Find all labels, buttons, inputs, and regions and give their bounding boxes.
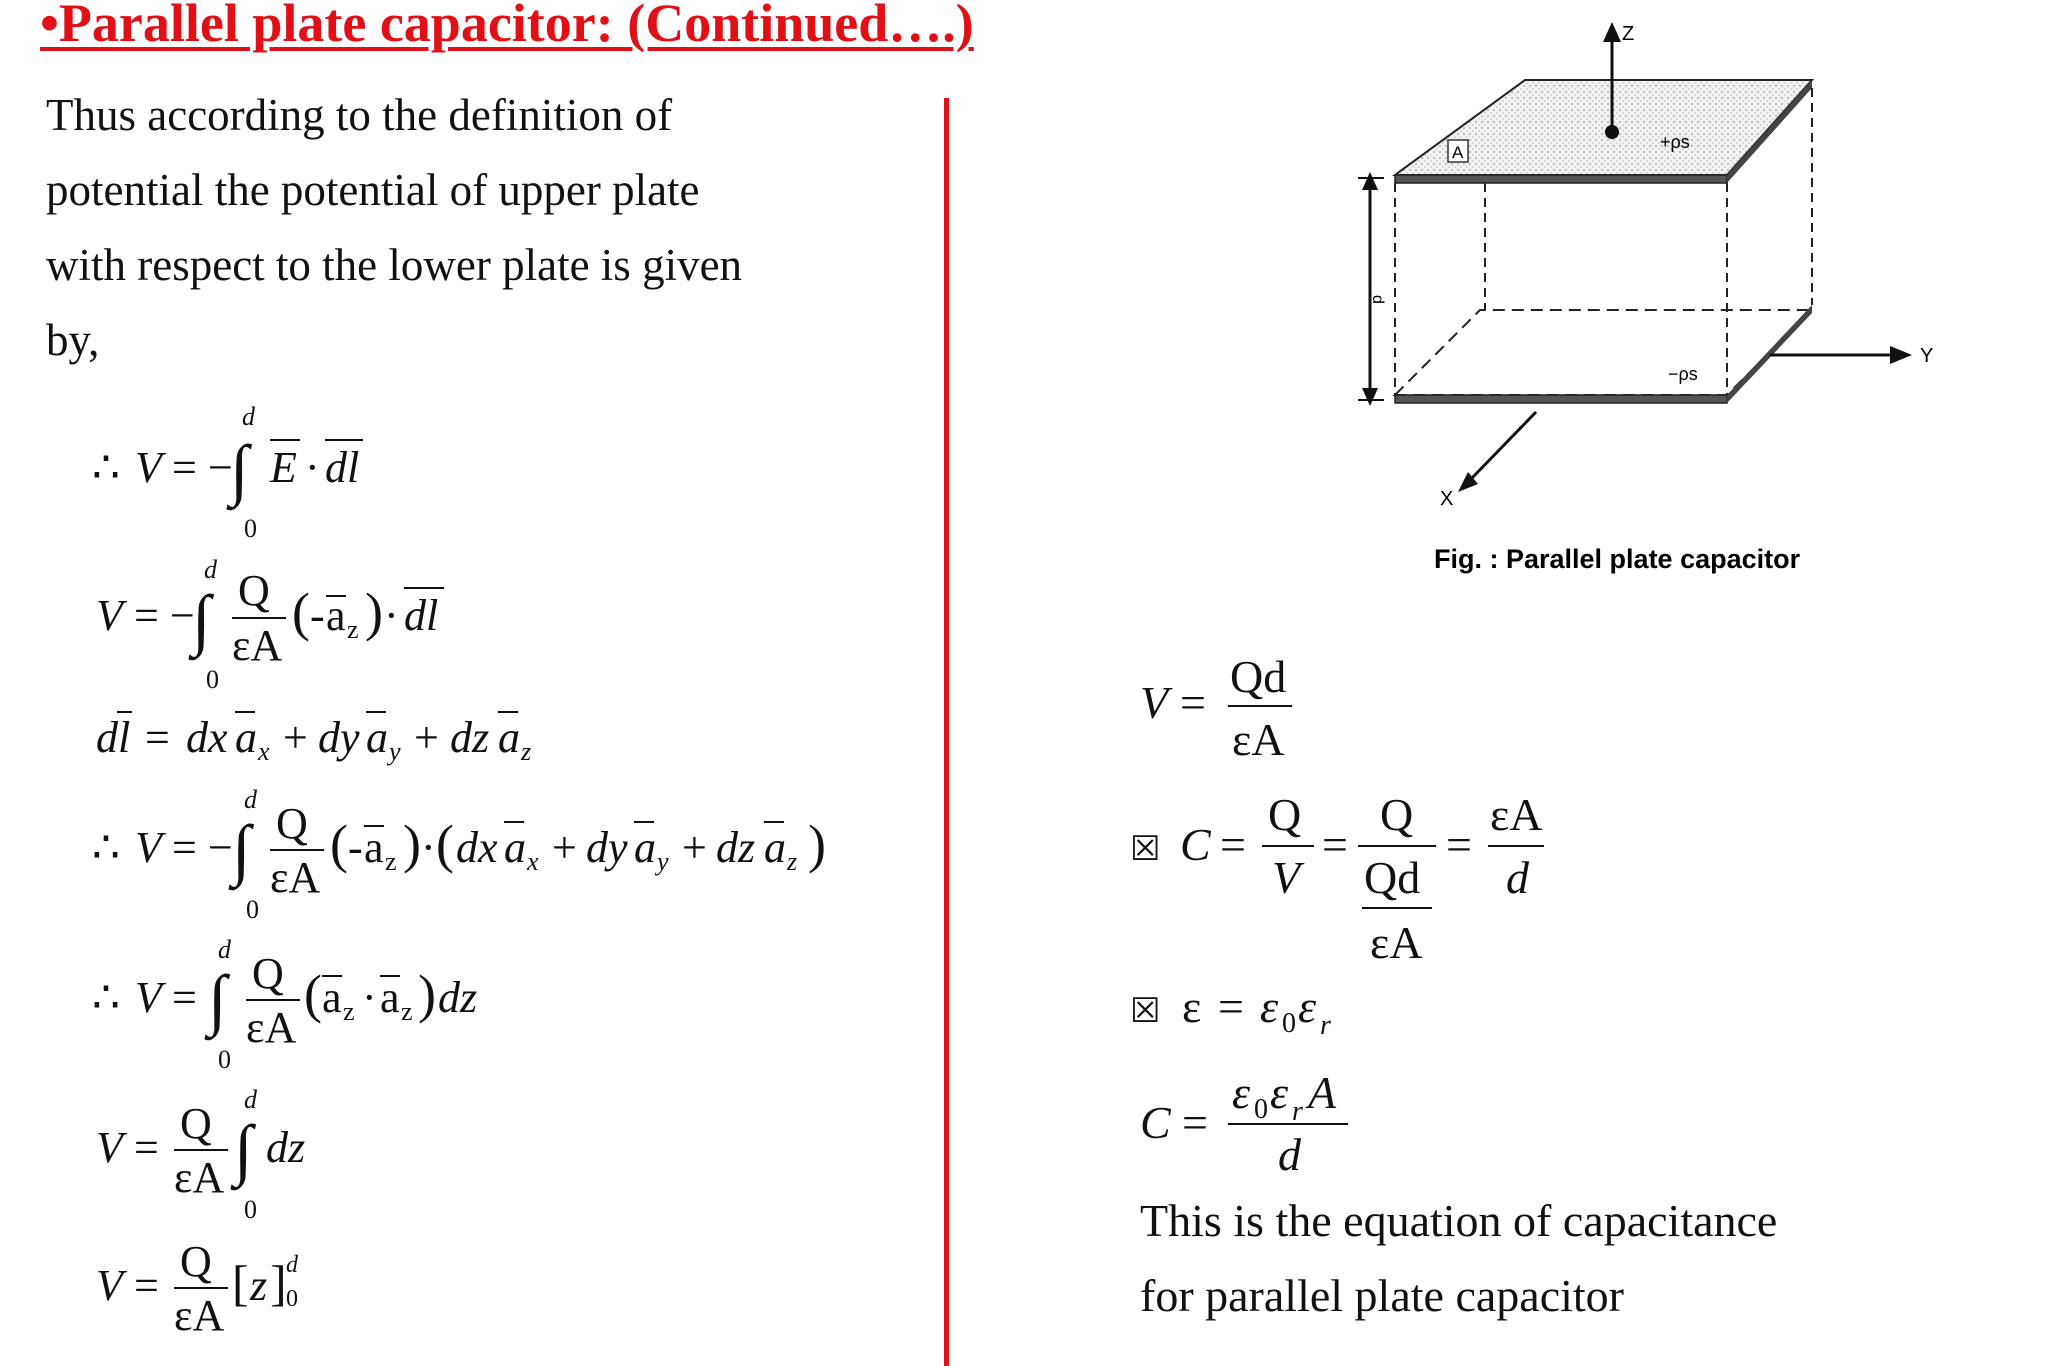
- svg-text:E: E: [270, 443, 297, 492]
- svg-text:): ): [418, 964, 436, 1024]
- svg-text:∫: ∫: [230, 431, 249, 507]
- svg-text:−: −: [208, 823, 233, 872]
- equation-permittivity: [1130, 981, 1331, 1041]
- svg-text:∴: ∴: [92, 443, 120, 492]
- svg-text:0: 0: [244, 514, 257, 543]
- svg-text:=: =: [134, 1123, 159, 1172]
- equation-capacitance-derivation: [1130, 789, 1544, 968]
- svg-text:=: =: [1180, 677, 1206, 728]
- svg-text:∫: ∫: [234, 1111, 253, 1187]
- svg-text:0: 0: [244, 1195, 257, 1224]
- svg-text:z: z: [401, 997, 413, 1026]
- svg-text:z: z: [343, 997, 355, 1026]
- svg-text:∫: ∫: [192, 581, 211, 657]
- svg-text:−: −: [170, 591, 195, 640]
- svg-text:r: r: [1320, 1010, 1331, 1041]
- svg-text:V: V: [96, 1123, 123, 1172]
- svg-text:0: 0: [1254, 1094, 1268, 1125]
- svg-text:Qd: Qd: [1230, 651, 1287, 702]
- svg-text:Q: Q: [238, 566, 270, 615]
- svg-text:☒: ☒: [1130, 831, 1161, 868]
- conclusion-paragraph: [1140, 1183, 2020, 1333]
- svg-text:=: =: [1218, 981, 1244, 1032]
- figure-caption: Fig. : Parallel plate capacitor: [1434, 544, 1801, 574]
- svg-text:a: a: [366, 713, 388, 762]
- svg-text:(: (: [436, 814, 454, 874]
- z-axis-label: Z: [1622, 23, 1635, 45]
- svg-text:☒: ☒: [1130, 993, 1161, 1030]
- svg-text:V: V: [135, 973, 162, 1022]
- svg-text:a: a: [326, 591, 346, 640]
- svg-text:+: +: [414, 713, 439, 762]
- svg-text:εA: εA: [1370, 917, 1423, 968]
- negative-charge-label: −ρs: [1668, 364, 1698, 384]
- svg-text:+: +: [682, 823, 707, 872]
- svg-text:Q: Q: [252, 949, 284, 998]
- svg-text:-: -: [310, 591, 325, 640]
- svg-text:V: V: [1272, 852, 1301, 903]
- svg-text:dz: dz: [450, 713, 490, 762]
- svg-text:d: d: [244, 1085, 257, 1114]
- conclusion-line: This is the equation of capacitance: [1140, 1195, 1778, 1246]
- svg-text:ε: ε: [1270, 1067, 1289, 1118]
- svg-text:0: 0: [206, 665, 219, 694]
- svg-text:·: ·: [384, 591, 399, 640]
- svg-text:a: a: [634, 823, 656, 872]
- svg-text:d: d: [1278, 1129, 1301, 1180]
- svg-text:Q: Q: [276, 799, 308, 848]
- svg-text:Q: Q: [1268, 789, 1302, 840]
- svg-text:ε: ε: [1298, 981, 1317, 1032]
- svg-text:dx: dx: [456, 823, 498, 872]
- svg-text:d: d: [1506, 852, 1529, 903]
- svg-text:εA: εA: [174, 1291, 225, 1340]
- svg-text:a: a: [498, 713, 520, 762]
- svg-text:0: 0: [246, 895, 259, 924]
- svg-text:(: (: [304, 964, 322, 1024]
- svg-text:): ): [403, 814, 421, 874]
- svg-text:(: (: [330, 814, 348, 874]
- svg-text:z: z: [521, 737, 532, 766]
- svg-text:r: r: [1292, 1096, 1303, 1127]
- svg-text:∴: ∴: [92, 823, 120, 872]
- intro-line: potential the potential of upper plate: [46, 165, 700, 215]
- svg-text:+: +: [283, 713, 308, 762]
- svg-text:dy: dy: [586, 823, 628, 872]
- svg-text:V: V: [96, 591, 123, 640]
- svg-text:εA: εA: [246, 1003, 297, 1052]
- svg-text:=: =: [1182, 1097, 1208, 1148]
- svg-text:εA: εA: [232, 621, 283, 670]
- svg-text:ε: ε: [1232, 1067, 1251, 1118]
- svg-text:-: -: [348, 823, 363, 872]
- svg-text:=: =: [172, 443, 197, 492]
- svg-text:d: d: [286, 1252, 298, 1278]
- svg-text:d: d: [218, 935, 231, 964]
- svg-text:a: a: [235, 713, 257, 762]
- svg-text:C: C: [1140, 1097, 1171, 1148]
- svg-text:d: d: [244, 785, 257, 814]
- svg-text:0: 0: [218, 1045, 231, 1074]
- svg-text:a: a: [364, 823, 384, 872]
- intro-line: Thus according to the definition of: [46, 90, 673, 140]
- svg-text:(: (: [292, 582, 310, 642]
- svg-text:ε: ε: [1182, 981, 1202, 1032]
- svg-text:dx: dx: [186, 713, 228, 762]
- svg-text:dy: dy: [318, 713, 360, 762]
- slide-title: •Parallel plate capacitor: (Continued….): [40, 0, 974, 53]
- svg-text:=: =: [134, 591, 159, 640]
- svg-text:y: y: [389, 737, 401, 766]
- svg-text:=: =: [1322, 819, 1348, 870]
- svg-text:z: z: [250, 1261, 268, 1310]
- svg-text:dz: dz: [266, 1123, 306, 1172]
- svg-text:dz: dz: [716, 823, 756, 872]
- svg-text:x: x: [527, 847, 539, 876]
- svg-text:[: [: [232, 1255, 249, 1311]
- equation-potential-result: [1140, 651, 1292, 765]
- svg-text:V: V: [135, 443, 162, 492]
- svg-text:V: V: [135, 823, 162, 872]
- svg-text:Qd: Qd: [1364, 852, 1421, 903]
- svg-text:A: A: [1308, 1067, 1337, 1118]
- equation-capacitance-final: [1140, 1067, 1348, 1180]
- intro-line: with respect to the lower plate is given: [46, 240, 743, 290]
- svg-text:0: 0: [286, 1286, 298, 1312]
- svg-text:·: ·: [421, 823, 436, 872]
- svg-text:d: d: [242, 402, 255, 431]
- svg-text:]: ]: [270, 1255, 287, 1311]
- svg-text:a: a: [764, 823, 786, 872]
- svg-text:C: C: [1180, 819, 1211, 870]
- svg-text:∫: ∫: [232, 811, 251, 887]
- svg-text:dl: dl: [404, 591, 439, 640]
- svg-text:=: =: [145, 713, 170, 762]
- svg-text:∴: ∴: [92, 973, 120, 1022]
- d-label: d: [1369, 295, 1386, 304]
- svg-text:a: a: [504, 823, 526, 872]
- intro-line: by,: [46, 315, 100, 365]
- svg-text:εA: εA: [270, 853, 321, 902]
- svg-text:=: =: [134, 1261, 159, 1310]
- svg-text:d: d: [204, 555, 217, 584]
- svg-text:z: z: [385, 847, 397, 876]
- svg-text:z: z: [787, 847, 798, 876]
- positive-charge-label: +ρs: [1660, 132, 1690, 152]
- svg-text:εA: εA: [1232, 714, 1285, 765]
- svg-text:): ): [808, 814, 826, 874]
- svg-text:+: +: [552, 823, 577, 872]
- svg-text:Q: Q: [1380, 789, 1414, 840]
- svg-text:dl: dl: [96, 713, 131, 762]
- svg-text:z: z: [347, 615, 359, 644]
- area-label: A: [1452, 143, 1464, 162]
- x-axis-label: X: [1440, 488, 1454, 510]
- svg-text:=: =: [1446, 819, 1472, 870]
- svg-text:=: =: [1220, 819, 1246, 870]
- svg-text:Q: Q: [180, 1099, 212, 1148]
- svg-text:y: y: [657, 847, 669, 876]
- svg-text:∫: ∫: [208, 961, 227, 1037]
- svg-text:V: V: [1140, 677, 1169, 728]
- conclusion-line: for parallel plate capacitor: [1140, 1270, 1624, 1321]
- svg-text:V: V: [96, 1261, 123, 1310]
- svg-text:): ): [365, 582, 383, 642]
- svg-text:x: x: [258, 737, 270, 766]
- svg-text:ε: ε: [1260, 981, 1279, 1032]
- svg-text:εA: εA: [174, 1153, 225, 1202]
- svg-text:·: ·: [305, 443, 320, 492]
- svg-text:εA: εA: [1490, 789, 1543, 840]
- y-axis-label: Y: [1920, 345, 1934, 367]
- svg-text:Q: Q: [180, 1237, 212, 1286]
- svg-text:0: 0: [1282, 1008, 1296, 1039]
- svg-text:dz: dz: [438, 973, 478, 1022]
- svg-text:=: =: [172, 823, 197, 872]
- svg-text:a: a: [322, 973, 342, 1022]
- svg-text:−: −: [208, 443, 233, 492]
- svg-text:·: ·: [362, 973, 377, 1022]
- svg-text:a: a: [380, 973, 400, 1022]
- svg-text:dl: dl: [325, 443, 360, 492]
- svg-text:=: =: [172, 973, 197, 1022]
